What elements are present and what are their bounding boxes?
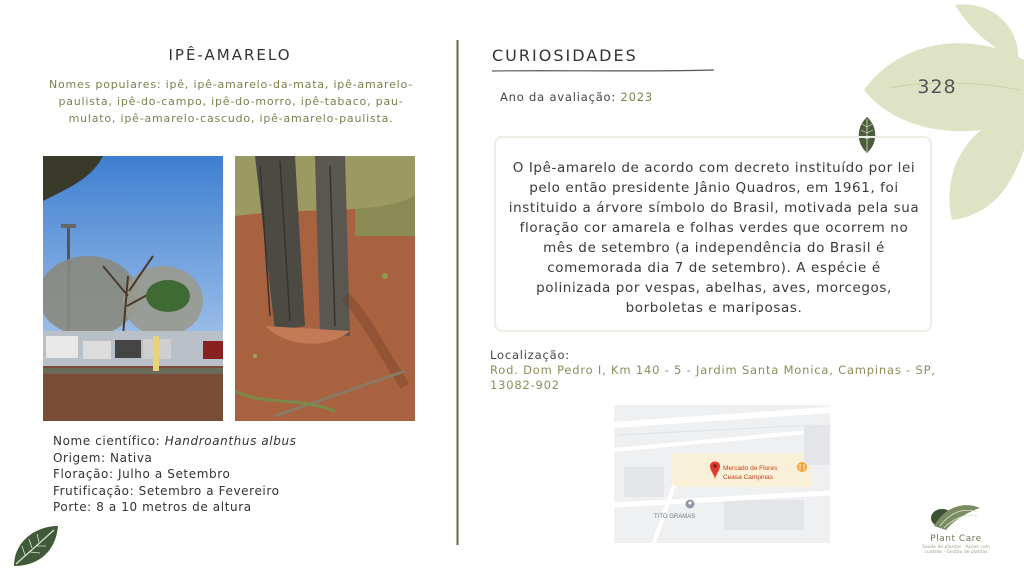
curiosities-title: CURIOSIDADES — [492, 46, 638, 65]
evaluation-value: 2023 — [620, 90, 653, 104]
map-place-name-line1[interactable]: Mercado de Flores — [723, 465, 778, 472]
location-map[interactable] — [614, 405, 830, 543]
flowering: Floração: Julho a Setembro — [53, 467, 231, 481]
scientific-name: Handroanthus albus — [164, 434, 297, 448]
tree-size: Porte: 8 a 10 metros de altura — [53, 500, 252, 514]
logo-name: Plant Care — [930, 534, 982, 544]
food-pin-icon[interactable] — [797, 462, 807, 472]
scientific-name-label: Nome científico: — [53, 434, 165, 448]
location-label: Localização: — [490, 348, 570, 362]
tree-photo — [43, 156, 223, 421]
page-number: 328 — [917, 76, 957, 98]
evaluation-label: Ano da avaliação: — [500, 90, 621, 104]
logo-tagline: Saúde de plantas · Ações com cuidado · Gestão de plantas — [922, 545, 990, 555]
evaluation-year — [500, 90, 653, 104]
location-address[interactable]: Rod. Dom Pedro I, Km 140 - 5 - Jardim Santa Monica, Campinas - SP, 13082-902 — [490, 363, 936, 392]
fruiting: Frutificação: Setembro a Fevereiro — [53, 483, 280, 498]
popular-names: Nomes populares: ipê, ipê-amarelo-da-mata, ipê-amarelo-paulista, ipê-do-campo, ipê-do-morro, ipê-tabaco, pau-mulato, ipê-amarelo-cascudo, ipê-amarelo-paulista. — [48, 78, 414, 125]
plant-care-logo-icon — [928, 502, 982, 532]
curiosity-text: O Ipê-amarelo de acordo com decreto instituído por lei pelo então presidente Jânio Quadros, em 1961, foi instituido a árvore símbolo do Brasil, motivada pela sua floração cor amarela e folhas verdes que ocorrem no mês de setembro (a independência do Brasil é comemorada dia 7 de setembro). A espécie é polinizada por vespas, abelhas, aves, morcegos, borboletas e mariposas. — [508, 160, 920, 316]
map-place-name-line2[interactable]: Ceasa Campinas — [723, 474, 773, 481]
column-divider — [456, 40, 459, 545]
species-title: IPÊ-AMARELO — [168, 46, 292, 64]
trunk-photo — [235, 156, 415, 421]
shop-pin-icon[interactable] — [686, 500, 695, 509]
species-details — [53, 433, 297, 516]
map-other-place[interactable]: TITO GRAMAS — [654, 514, 696, 520]
title-underline — [492, 68, 714, 74]
leaf-icon — [10, 522, 62, 570]
origin: Origem: Nativa — [53, 450, 153, 465]
scientific-name-row — [53, 433, 297, 450]
